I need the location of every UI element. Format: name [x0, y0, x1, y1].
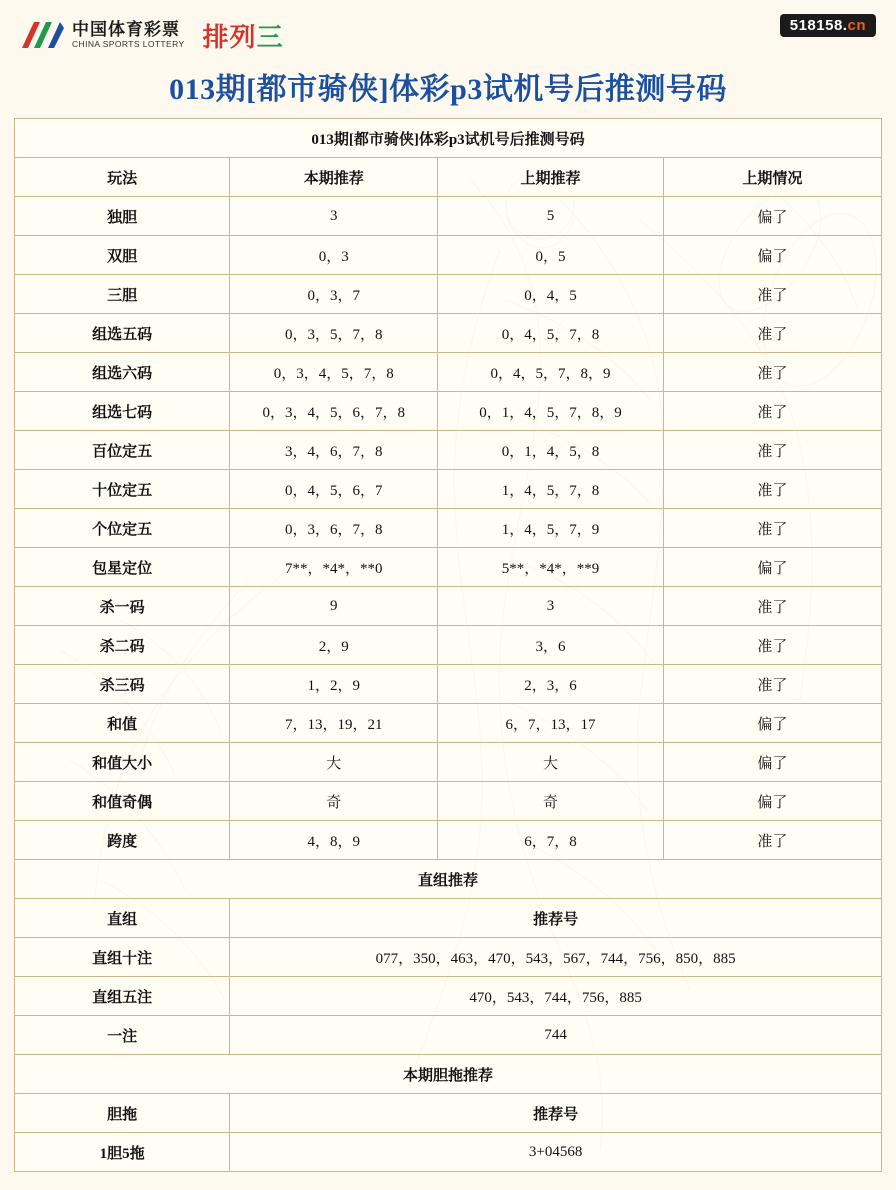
row-status: 准了: [663, 821, 881, 860]
zhizu-section-title: 直组推荐: [15, 860, 882, 899]
game-name: [203, 17, 284, 54]
row-label: 和值奇偶: [15, 782, 230, 821]
logo-chinese-name: 中国体育彩票: [72, 19, 180, 39]
table-row: [15, 1133, 882, 1172]
row-current: 0，3，7: [230, 275, 438, 314]
table-caption-row: [15, 119, 882, 158]
site-watermark-badge: [780, 14, 876, 37]
zhizu-head-value: 推荐号: [230, 899, 882, 938]
table-caption: 013期[都市骑侠]体彩p3试机号后推测号码: [15, 119, 882, 158]
table-header-row: [15, 158, 882, 197]
dantuo-section-title: 本期胆拖推荐: [15, 1055, 882, 1094]
table-row: [15, 236, 882, 275]
table-row: [15, 509, 882, 548]
row-current: 2，9: [230, 626, 438, 665]
row-current: 大: [230, 743, 438, 782]
row-previous: 5: [438, 197, 663, 236]
row-previous: 0，1，4，5，8: [438, 431, 663, 470]
table-row: [15, 704, 882, 743]
column-header-previous: 上期推荐: [438, 158, 663, 197]
row-status: 准了: [663, 587, 881, 626]
dantuo-head-value: 推荐号: [230, 1094, 882, 1133]
row-label: 杀三码: [15, 665, 230, 704]
row-previous: 3，6: [438, 626, 663, 665]
table-row: [15, 353, 882, 392]
table-row: [15, 626, 882, 665]
row-label: 杀二码: [15, 626, 230, 665]
row-label: 独胆: [15, 197, 230, 236]
row-previous: 6，7，8: [438, 821, 663, 860]
zhizu-head-label: 直组: [15, 899, 230, 938]
lottery-logo: [18, 17, 284, 54]
logo-text: [72, 21, 185, 50]
row-current: 0，3，5，7，8: [230, 314, 438, 353]
table-row: [15, 665, 882, 704]
column-header-playtype: 玩法: [15, 158, 230, 197]
row-status: 准了: [663, 665, 881, 704]
column-header-status: 上期情况: [663, 158, 881, 197]
section-header-row: [15, 1055, 882, 1094]
table-row: [15, 548, 882, 587]
row-previous: 2，3，6: [438, 665, 663, 704]
row-previous: 1，4，5，7，8: [438, 470, 663, 509]
table-row: [15, 1016, 882, 1055]
table-row: [15, 314, 882, 353]
dantuo-head-label: 胆拖: [15, 1094, 230, 1133]
row-label: 直组五注: [15, 977, 230, 1016]
row-current: 3: [230, 197, 438, 236]
page-title-bar: [14, 62, 882, 118]
table-row: [15, 275, 882, 314]
row-status: 准了: [663, 392, 881, 431]
table-row: [15, 431, 882, 470]
row-current: 9: [230, 587, 438, 626]
row-current: 0，3，4，5，6，7，8: [230, 392, 438, 431]
row-current: 0，3: [230, 236, 438, 275]
row-current: 0，3，4，5，7，8: [230, 353, 438, 392]
row-status: 准了: [663, 626, 881, 665]
row-current: 4，8，9: [230, 821, 438, 860]
row-status: 偏了: [663, 743, 881, 782]
dantuo-header-row: [15, 1094, 882, 1133]
row-label: 组选七码: [15, 392, 230, 431]
table-row: [15, 470, 882, 509]
row-value: 077，350，463，470，543，567，744，756，850，885: [230, 938, 882, 977]
row-previous: 3: [438, 587, 663, 626]
row-label: 1胆5拖: [15, 1133, 230, 1172]
row-value: 744: [230, 1016, 882, 1055]
row-status: 准了: [663, 275, 881, 314]
row-current: 1，2，9: [230, 665, 438, 704]
row-label: 跨度: [15, 821, 230, 860]
logo-english-name: CHINA SPORTS LOTTERY: [72, 39, 185, 50]
row-label: 组选五码: [15, 314, 230, 353]
row-label: 杀一码: [15, 587, 230, 626]
row-previous: 0，4，5，7，8，9: [438, 353, 663, 392]
row-label: 和值大小: [15, 743, 230, 782]
row-previous: 奇: [438, 782, 663, 821]
row-label: 组选六码: [15, 353, 230, 392]
row-label: 和值: [15, 704, 230, 743]
row-previous: 大: [438, 743, 663, 782]
prediction-table: [14, 118, 882, 1172]
row-current: 奇: [230, 782, 438, 821]
row-previous: 0，5: [438, 236, 663, 275]
row-previous: 5**，*4*，**9: [438, 548, 663, 587]
section-header-row: [15, 860, 882, 899]
row-status: 准了: [663, 353, 881, 392]
row-status: 偏了: [663, 197, 881, 236]
table-row: [15, 977, 882, 1016]
row-label: 三胆: [15, 275, 230, 314]
row-previous: 0，4，5，7，8: [438, 314, 663, 353]
row-label: 个位定五: [15, 509, 230, 548]
site-domain-suffix: cn: [847, 17, 866, 34]
row-status: 准了: [663, 431, 881, 470]
zhizu-header-row: [15, 899, 882, 938]
row-label: 包星定位: [15, 548, 230, 587]
row-current: 7，13，19，21: [230, 704, 438, 743]
sports-lottery-mark-icon: [18, 18, 64, 52]
row-label: 一注: [15, 1016, 230, 1055]
row-label: 百位定五: [15, 431, 230, 470]
row-current: 0，3，6，7，8: [230, 509, 438, 548]
table-row: [15, 782, 882, 821]
row-previous: 1，4，5，7，9: [438, 509, 663, 548]
row-previous: 0，1，4，5，7，8，9: [438, 392, 663, 431]
site-header: [14, 0, 882, 62]
row-status: 准了: [663, 314, 881, 353]
row-status: 偏了: [663, 782, 881, 821]
page-title: 013期[都市骑侠]体彩p3试机号后推测号码: [169, 73, 727, 106]
row-status: 准了: [663, 509, 881, 548]
game-name-part1: 排列: [202, 21, 257, 52]
column-header-current: 本期推荐: [230, 158, 438, 197]
table-row: [15, 587, 882, 626]
row-status: 偏了: [663, 548, 881, 587]
row-current: 0，4，5，6，7: [230, 470, 438, 509]
game-name-part2: 三: [256, 21, 284, 52]
row-label: 双胆: [15, 236, 230, 275]
row-status: 偏了: [663, 704, 881, 743]
row-value: 3+04568: [230, 1133, 882, 1172]
table-row: [15, 821, 882, 860]
row-previous: 0，4，5: [438, 275, 663, 314]
row-current: 7**，*4*，**0: [230, 548, 438, 587]
table-row: [15, 938, 882, 977]
table-row: [15, 743, 882, 782]
row-label: 直组十注: [15, 938, 230, 977]
table-row: [15, 197, 882, 236]
row-value: 470，543，744，756，885: [230, 977, 882, 1016]
row-current: 3，4，6，7，8: [230, 431, 438, 470]
row-label: 十位定五: [15, 470, 230, 509]
table-row: [15, 392, 882, 431]
row-status: 准了: [663, 470, 881, 509]
row-previous: 6，7，13，17: [438, 704, 663, 743]
row-status: 偏了: [663, 236, 881, 275]
site-domain-main: 518158.: [789, 17, 848, 34]
